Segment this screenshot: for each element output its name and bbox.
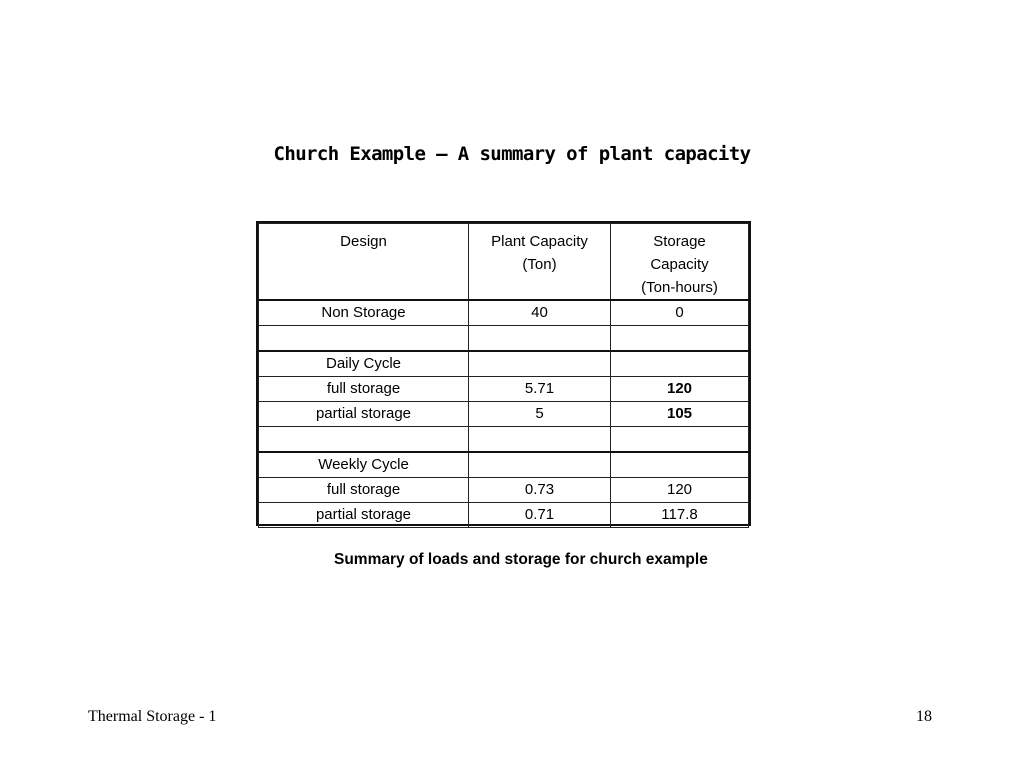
cell-plant: 0.73	[469, 478, 611, 503]
header-plant-line1: Plant Capacity	[491, 233, 588, 250]
cell-storage: 117.8	[611, 503, 749, 528]
cell-design: Weekly Cycle	[259, 452, 469, 478]
footer-title: Thermal Storage - 1	[88, 708, 217, 725]
header-storage-line2: Capacity	[650, 256, 709, 273]
cell-design	[259, 326, 469, 352]
table-row	[259, 503, 749, 528]
cell-storage: 120	[611, 377, 749, 402]
cell-plant: 5.71	[469, 377, 611, 402]
header-design-label: Design	[340, 233, 387, 250]
table-row	[259, 326, 749, 352]
cell-plant: 5	[469, 402, 611, 427]
table-row	[259, 478, 749, 503]
header-plant-line2: (Ton)	[522, 256, 557, 273]
page-number: 18	[916, 708, 932, 725]
table-caption: Summary of loads and storage for church example	[334, 551, 708, 568]
cell-plant	[469, 452, 611, 478]
header-storage-line1: Storage	[653, 233, 706, 250]
table-row	[259, 427, 749, 453]
cell-design: partial storage	[259, 402, 469, 427]
cell-plant	[469, 427, 611, 453]
cell-storage: 105	[611, 402, 749, 427]
cell-plant: 40	[469, 300, 611, 326]
cell-storage	[611, 351, 749, 377]
capacity-table	[256, 221, 751, 526]
table-header-row	[259, 224, 749, 301]
table-row	[259, 300, 749, 326]
cell-plant	[469, 351, 611, 377]
cell-storage	[611, 452, 749, 478]
cell-design: full storage	[259, 478, 469, 503]
cell-plant: 0.71	[469, 503, 611, 528]
header-design	[259, 224, 469, 301]
cell-plant	[469, 326, 611, 352]
cell-storage: 0	[611, 300, 749, 326]
cell-design	[259, 427, 469, 453]
cell-design: full storage	[259, 377, 469, 402]
cell-storage	[611, 326, 749, 352]
table-row	[259, 351, 749, 377]
cell-storage	[611, 427, 749, 453]
cell-design: Daily Cycle	[259, 351, 469, 377]
header-storage-line3: (Ton-hours)	[641, 279, 718, 296]
cell-storage: 120	[611, 478, 749, 503]
table-row	[259, 402, 749, 427]
slide-title: Church Example – A summary of plant capacity	[273, 143, 751, 165]
header-plant-capacity	[469, 224, 611, 301]
header-storage-capacity	[611, 224, 749, 301]
table-row	[259, 377, 749, 402]
cell-design: partial storage	[259, 503, 469, 528]
table-row	[259, 452, 749, 478]
cell-design: Non Storage	[259, 300, 469, 326]
